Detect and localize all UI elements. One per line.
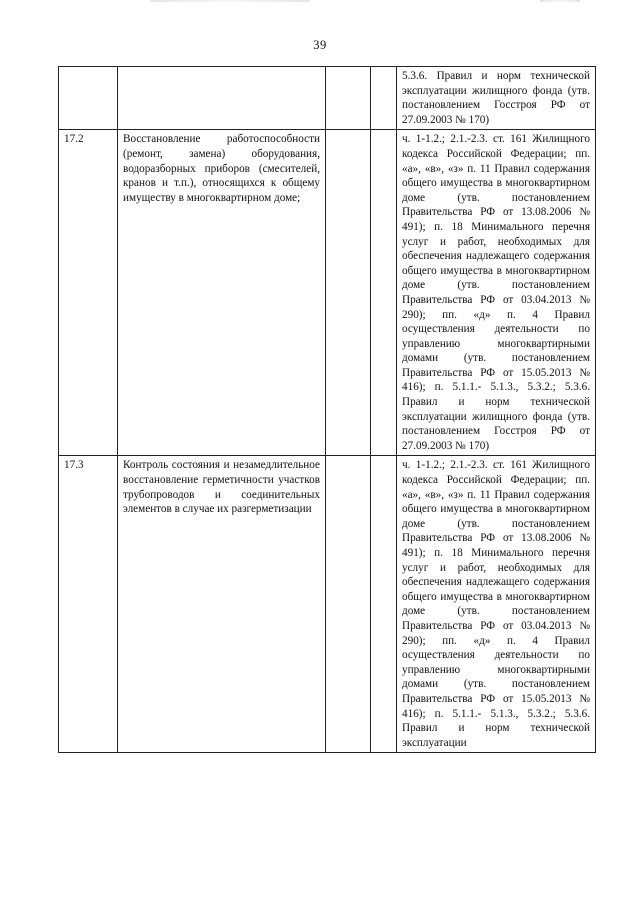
row-number-cell: 17.2 xyxy=(59,130,118,456)
empty-cell xyxy=(326,67,371,130)
scan-artifact-top-right xyxy=(540,0,580,2)
table-row xyxy=(59,67,596,130)
empty-cell xyxy=(371,456,397,753)
legal-basis-cell: ч. 1-1.2.; 2.1.-2.3. ст. 161 Жилищного кодекса Российской Федерации; пп. «а», «в», «з» п. 11 Правил содержания общего имущества в многоквартирном доме (утв. постановлением Правительства РФ от 13.08.2006 № 491); п. 18 Минимального перечня услуг и работ, необходимых для обеспечения надлежащего содержания общего имущества в многоквартирном доме (утв. постановлением Правительства РФ от 03.04.2013 № 290); пп. «д» п. 4 Правил осуществления деятельности по управлению многоквартирными домами (утв. постановлением Правительства РФ от 15.05.2013 № 416); п. 5.1.1.- 5.1.3., 5.3.2.; 5.3.6. Правил и норм технической эксплуатации жилищного фонда (утв. постановлением Госстроя РФ от 27.09.2003 № 170) xyxy=(397,130,596,456)
row-number-cell: 17.3 xyxy=(59,456,118,753)
legal-basis-cell: 5.3.6. Правил и норм технической эксплуатации жилищного фонда (утв. постановлением Госстроя РФ от 27.09.2003 № 170) xyxy=(397,67,596,130)
legal-basis-cell: ч. 1-1.2.; 2.1.-2.3. ст. 161 Жилищного кодекса Российской Федерации; пп. «а», «в», «з» п. 11 Правил содержания общего имущества в многоквартирном доме (утв. постановлением Правительства РФ от 13.08.2006 № 491); п. 18 Минимального перечня услуг и работ, необходимых для обеспечения надлежащего содержания общего имущества в многоквартирном доме (утв. постановлением Правительства РФ от 03.04.2013 № 290); пп. «д» п. 4 Правил осуществления деятельности по управлению многоквартирными домами (утв. постановлением Правительства РФ от 15.05.2013 № 416); п. 5.1.1.- 5.1.3., 5.3.2.; 5.3.6. Правил и норм технической эксплуатации xyxy=(397,456,596,753)
empty-cell xyxy=(371,67,397,130)
empty-cell xyxy=(326,456,371,753)
work-name-cell: Контроль состояния и незамедлительное восстановление герметичности участков трубопроводов и соединительных элементов в случае их разгерметизации xyxy=(118,456,326,753)
table-row xyxy=(59,130,596,456)
row-number-cell xyxy=(59,67,118,130)
empty-cell xyxy=(371,130,397,456)
empty-cell xyxy=(326,130,371,456)
page-number: 39 xyxy=(313,38,327,52)
table-row xyxy=(59,456,596,753)
regulations-table xyxy=(58,66,596,753)
work-name-cell xyxy=(118,67,326,130)
work-name-cell: Восстановление работоспособности (ремонт, замена) оборудования, водоразборных приборов (смесителей, кранов и т.п.), относящихся к общему имуществу в многоквартирном доме; xyxy=(118,130,326,456)
scan-artifact-top xyxy=(150,0,310,2)
